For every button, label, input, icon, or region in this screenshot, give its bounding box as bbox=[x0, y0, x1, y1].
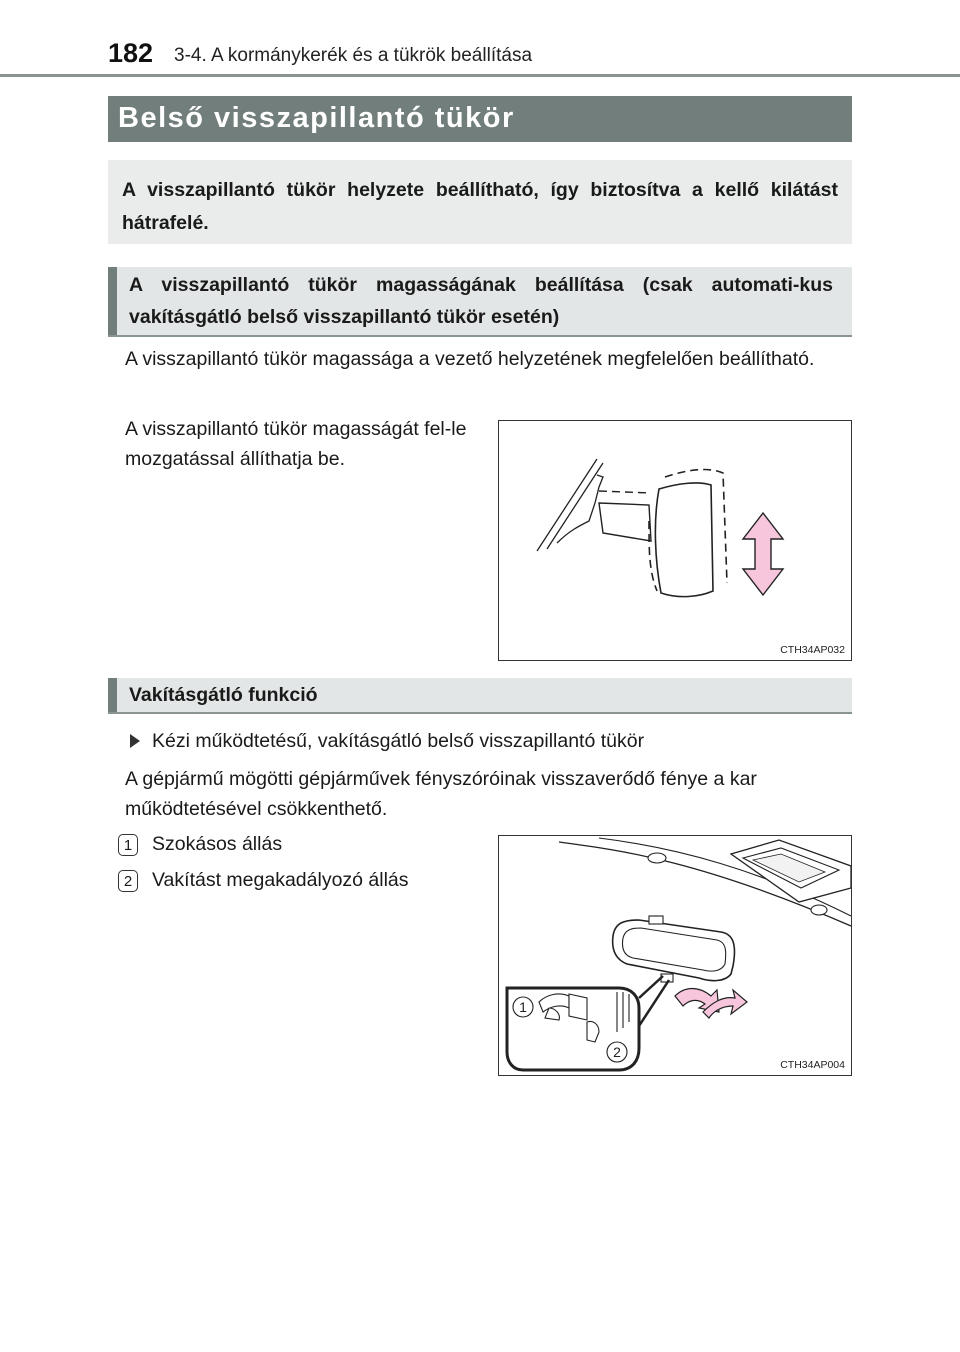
item-number-2: 2 bbox=[118, 870, 138, 892]
subheading-height-adjust bbox=[108, 267, 852, 337]
bullet-arrow-icon bbox=[130, 734, 140, 748]
figure-anti-glare bbox=[498, 835, 852, 1076]
callout-1: 1 bbox=[519, 999, 527, 1015]
mirror-height-illustration bbox=[499, 421, 851, 660]
height-adjust-paragraph-1: A visszapillantó tükör magassága a vezető helyzetének megfelelően beállítható. bbox=[125, 348, 815, 370]
figure-code-2: CTH34AP004 bbox=[780, 1059, 845, 1071]
subheading-height-adjust-text: A visszapillantó tükör magasságának beállítása (csak automati-kus vakításgátló belső visszapillantó tükör esetén) bbox=[129, 274, 833, 328]
section-title: Belső visszapillantó tükör bbox=[118, 102, 515, 134]
anti-glare-illustration bbox=[499, 836, 851, 1075]
intro-box bbox=[108, 160, 852, 244]
callout-2: 2 bbox=[613, 1044, 621, 1060]
item-number-1: 1 bbox=[118, 834, 138, 856]
figure-code-1: CTH34AP032 bbox=[780, 644, 845, 656]
item-label-1: Szokásos állás bbox=[152, 833, 283, 855]
page-header bbox=[108, 38, 960, 74]
chapter-title: 3-4. A kormánykerék és a tükrök beállítása bbox=[174, 45, 533, 66]
header-rule bbox=[0, 74, 960, 77]
section-title-bar bbox=[108, 96, 852, 142]
item-label-2: Vakítást megakadályozó állás bbox=[152, 869, 409, 891]
anti-glare-paragraph: A gépjármű mögötti gépjárművek fényszóróinak visszaverődő fénye a kar működtetésével csökkenthető. bbox=[125, 768, 757, 820]
height-adjust-paragraph-2: A visszapillantó tükör magasságát fel-le mozgatással állíthatja be. bbox=[125, 418, 467, 470]
intro-text: A visszapillantó tükör helyzete beállítható, így biztosítva a kellő kilátást hátrafelé. bbox=[122, 179, 838, 234]
subheading-anti-glare bbox=[108, 678, 852, 714]
figure-mirror-height bbox=[498, 420, 852, 661]
subheading-anti-glare-text: Vakításgátló funkció bbox=[129, 684, 318, 706]
page-number: 182 bbox=[108, 38, 154, 68]
anti-glare-bullet: Kézi működtetésű, vakításgátló belső visszapillantó tükör bbox=[152, 730, 645, 752]
